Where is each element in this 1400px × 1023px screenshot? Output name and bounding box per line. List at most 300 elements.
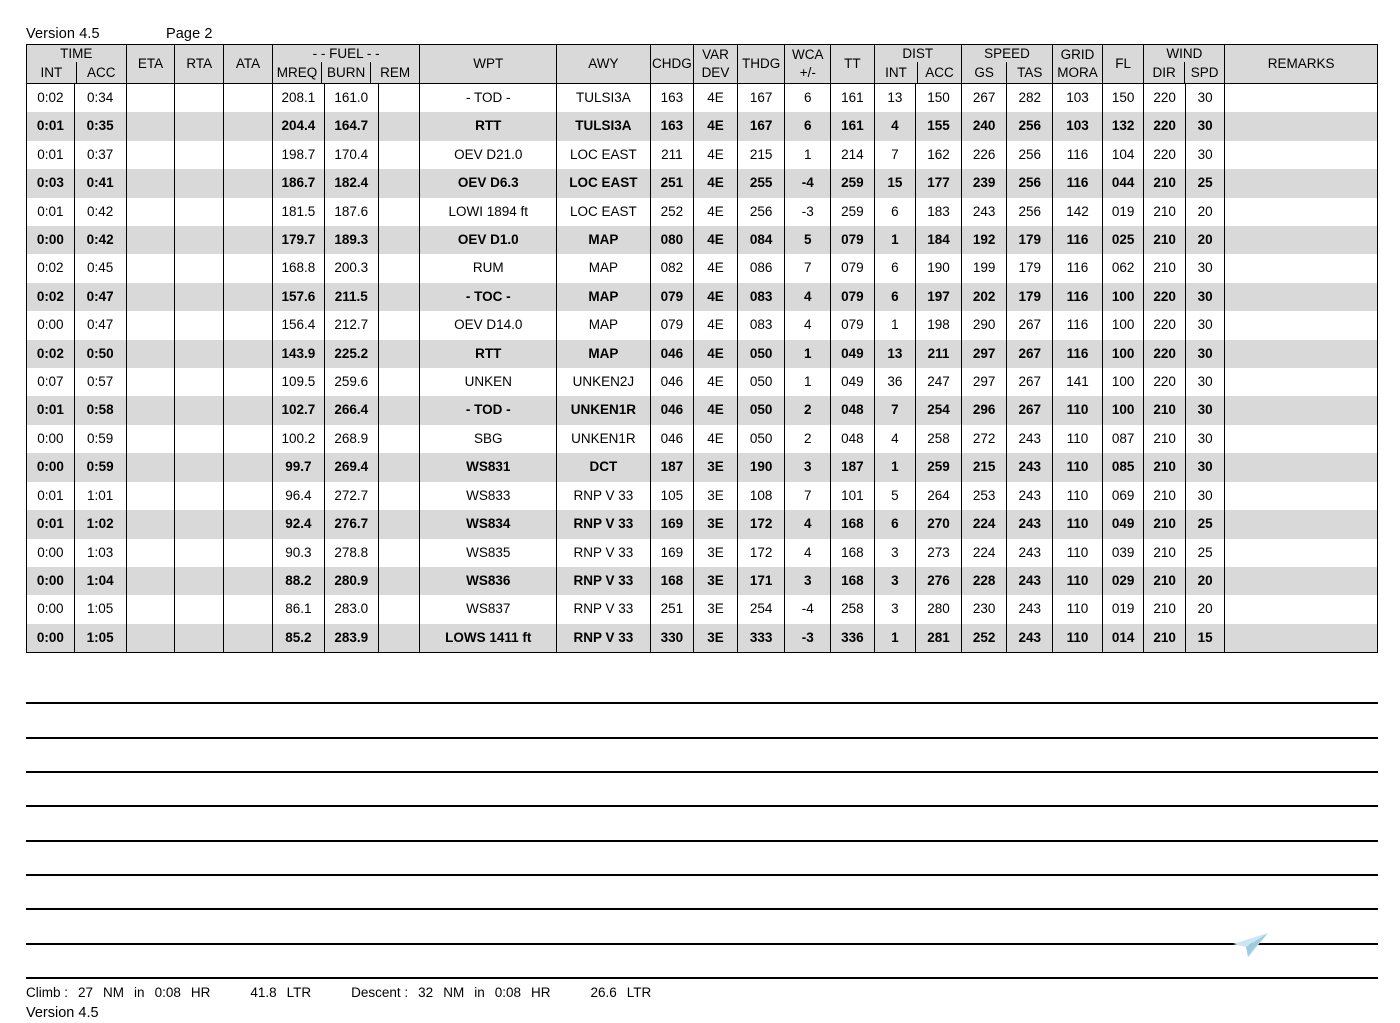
cell-fl: 044: [1102, 169, 1144, 197]
header-var-dev: [694, 45, 738, 84]
cell-wind-dir: 220: [1144, 368, 1186, 396]
cell-tt: 259: [831, 169, 875, 197]
cell-fuel-mreq: 208.1: [272, 84, 324, 113]
header-speed-title: SPEED: [984, 46, 1030, 61]
cell-wind-spd: 30: [1185, 84, 1224, 113]
cell-fuel-rem: [378, 425, 420, 453]
cell-speed-tas: 282: [1007, 84, 1053, 113]
cell-thdg: 050: [737, 425, 785, 453]
cell-speed-gs: 192: [961, 226, 1007, 254]
header-thdg: THDG: [737, 45, 785, 84]
cell-rta: [175, 226, 224, 254]
cell-dist-acc: 276: [916, 567, 962, 595]
header-wca-line1: WCA: [792, 47, 824, 62]
cell-remarks: [1225, 539, 1378, 567]
cell-rta: [175, 396, 224, 424]
cell-ata: [224, 254, 273, 282]
cell-thdg: 084: [737, 226, 785, 254]
cell-wind-spd: 30: [1185, 368, 1224, 396]
cell-chdg: 169: [650, 510, 694, 538]
cell-dist-int: 4: [874, 112, 916, 140]
header-time-title: TIME: [60, 46, 93, 61]
climb-descent-summary: [26, 981, 1378, 1003]
cell-time-acc: 0:50: [74, 340, 126, 368]
cell-wind-dir: 210: [1144, 226, 1186, 254]
note-line[interactable]: [26, 704, 1378, 738]
cell-thdg: 167: [737, 112, 785, 140]
cell-fuel-burn: 187.6: [324, 198, 378, 226]
cell-rta: [175, 283, 224, 311]
cell-wpt: WS835: [420, 539, 557, 567]
descent-time-value: 0:08: [494, 985, 521, 1001]
cell-ata: [224, 539, 273, 567]
cell-grid-mora: 116: [1053, 141, 1103, 169]
cell-eta: [126, 396, 175, 424]
cell-awy: MAP: [557, 283, 650, 311]
cell-var-dev: 3E: [694, 510, 738, 538]
cell-remarks: [1225, 482, 1378, 510]
cell-wca: 7: [785, 254, 831, 282]
cell-grid-mora: 110: [1053, 482, 1103, 510]
note-line[interactable]: [26, 910, 1378, 944]
cell-wca: 2: [785, 396, 831, 424]
cell-time-int: 0:07: [27, 368, 75, 396]
cell-dist-int: 3: [874, 567, 916, 595]
cell-var-dev: 4E: [694, 169, 738, 197]
note-line[interactable]: [26, 773, 1378, 807]
cell-fuel-burn: 259.6: [324, 368, 378, 396]
cell-wind-dir: 210: [1144, 624, 1186, 653]
cell-wind-spd: 25: [1185, 510, 1224, 538]
cell-fuel-burn: 161.0: [324, 84, 378, 113]
cell-dist-int: 15: [874, 169, 916, 197]
cell-dist-int: 36: [874, 368, 916, 396]
cell-var-dev: 4E: [694, 425, 738, 453]
cell-time-acc: 1:04: [74, 567, 126, 595]
cell-awy: MAP: [557, 340, 650, 368]
cell-wind-spd: 30: [1185, 254, 1224, 282]
cell-awy: LOC EAST: [557, 169, 650, 197]
cell-wpt: WS831: [420, 453, 557, 481]
header-eta: ETA: [126, 45, 175, 84]
cell-awy: MAP: [557, 311, 650, 339]
cell-wca: 4: [785, 510, 831, 538]
cell-fuel-mreq: 157.6: [272, 283, 324, 311]
cell-awy: LOC EAST: [557, 198, 650, 226]
cell-wind-dir: 210: [1144, 567, 1186, 595]
cell-grid-mora: 116: [1053, 169, 1103, 197]
cell-speed-gs: 199: [961, 254, 1007, 282]
cell-fl: 100: [1102, 311, 1144, 339]
cell-wpt: OEV D14.0: [420, 311, 557, 339]
cell-eta: [126, 112, 175, 140]
navlog-table: [26, 44, 1378, 653]
cell-rta: [175, 567, 224, 595]
cell-eta: [126, 368, 175, 396]
cell-dist-int: 6: [874, 510, 916, 538]
cell-fuel-burn: 269.4: [324, 453, 378, 481]
cell-fuel-burn: 189.3: [324, 226, 378, 254]
header-wind-dir: DIR: [1152, 65, 1176, 80]
cell-time-acc: 1:05: [74, 595, 126, 623]
cell-fuel-mreq: 85.2: [272, 624, 324, 653]
cell-dist-int: 13: [874, 340, 916, 368]
note-line[interactable]: [26, 842, 1378, 876]
cell-speed-tas: 267: [1007, 311, 1053, 339]
cell-dist-int: 6: [874, 283, 916, 311]
cell-fuel-rem: [378, 396, 420, 424]
cell-fuel-rem: [378, 510, 420, 538]
cell-wind-spd: 30: [1185, 453, 1224, 481]
cell-time-int: 0:02: [27, 340, 75, 368]
cell-ata: [224, 396, 273, 424]
cell-chdg: 169: [650, 539, 694, 567]
cell-ata: [224, 141, 273, 169]
cell-fuel-mreq: 90.3: [272, 539, 324, 567]
cell-remarks: [1225, 595, 1378, 623]
cell-eta: [126, 283, 175, 311]
cell-fl: 132: [1102, 112, 1144, 140]
cell-time-acc: 0:58: [74, 396, 126, 424]
cell-wpt: WS833: [420, 482, 557, 510]
cell-grid-mora: 116: [1053, 254, 1103, 282]
table-row: [27, 510, 1378, 538]
cell-wind-dir: 210: [1144, 198, 1186, 226]
cell-speed-gs: 252: [961, 624, 1007, 653]
cell-chdg: 046: [650, 425, 694, 453]
cell-time-acc: 0:57: [74, 368, 126, 396]
cell-remarks: [1225, 368, 1378, 396]
cell-wpt: RUM: [420, 254, 557, 282]
cell-rta: [175, 453, 224, 481]
cell-remarks: [1225, 340, 1378, 368]
cell-grid-mora: 116: [1053, 311, 1103, 339]
cell-wpt: OEV D6.3: [420, 169, 557, 197]
cell-speed-tas: 179: [1007, 283, 1053, 311]
cell-speed-gs: 239: [961, 169, 1007, 197]
cell-fuel-rem: [378, 340, 420, 368]
cell-dist-acc: 184: [916, 226, 962, 254]
cell-fuel-burn: 278.8: [324, 539, 378, 567]
cell-wca: 1: [785, 368, 831, 396]
cell-tt: 168: [831, 567, 875, 595]
header-var-line1: VAR: [702, 47, 729, 62]
cell-grid-mora: 110: [1053, 567, 1103, 595]
cell-fl: 100: [1102, 283, 1144, 311]
cell-wca: 3: [785, 453, 831, 481]
header-wpt: WPT: [420, 45, 557, 84]
cell-thdg: 050: [737, 396, 785, 424]
cell-eta: [126, 226, 175, 254]
descent-in-label: in: [474, 985, 485, 1001]
cell-wpt: SBG: [420, 425, 557, 453]
cell-wind-spd: 30: [1185, 482, 1224, 510]
cell-fl: 019: [1102, 198, 1144, 226]
cell-time-acc: 0:41: [74, 169, 126, 197]
cell-awy: RNP V 33: [557, 624, 650, 653]
cell-grid-mora: 110: [1053, 595, 1103, 623]
cell-rta: [175, 510, 224, 538]
cell-speed-tas: 267: [1007, 368, 1053, 396]
header-group-dist: [874, 45, 961, 84]
cell-awy: LOC EAST: [557, 141, 650, 169]
cell-remarks: [1225, 311, 1378, 339]
note-line[interactable]: [26, 739, 1378, 773]
header-awy: AWY: [557, 45, 650, 84]
cell-var-dev: 3E: [694, 567, 738, 595]
cell-speed-tas: 256: [1007, 141, 1053, 169]
cell-tt: 214: [831, 141, 875, 169]
cell-wca: 1: [785, 340, 831, 368]
cell-dist-int: 6: [874, 254, 916, 282]
table-row: [27, 595, 1378, 623]
cell-ata: [224, 84, 273, 113]
cell-ata: [224, 169, 273, 197]
cell-fuel-burn: 272.7: [324, 482, 378, 510]
climb-label: Climb :: [26, 985, 69, 1001]
cell-time-int: 0:00: [27, 567, 75, 595]
cell-fuel-rem: [378, 141, 420, 169]
cell-fuel-mreq: 102.7: [272, 396, 324, 424]
cell-thdg: 256: [737, 198, 785, 226]
cell-remarks: [1225, 624, 1378, 653]
cell-wind-dir: 220: [1144, 112, 1186, 140]
climb-in-label: in: [134, 985, 145, 1001]
cell-dist-acc: 155: [916, 112, 962, 140]
cell-var-dev: 4E: [694, 340, 738, 368]
cell-fuel-mreq: 109.5: [272, 368, 324, 396]
cell-speed-gs: 224: [961, 510, 1007, 538]
cell-grid-mora: 116: [1053, 340, 1103, 368]
cell-wind-dir: 210: [1144, 539, 1186, 567]
cell-fuel-burn: 212.7: [324, 311, 378, 339]
cell-fuel-mreq: 156.4: [272, 311, 324, 339]
cell-fuel-rem: [378, 482, 420, 510]
cell-dist-int: 3: [874, 595, 916, 623]
cell-awy: UNKEN1R: [557, 425, 650, 453]
cell-time-int: 0:00: [27, 226, 75, 254]
cell-awy: RNP V 33: [557, 567, 650, 595]
cell-fuel-mreq: 198.7: [272, 141, 324, 169]
cell-time-acc: 1:02: [74, 510, 126, 538]
cell-grid-mora: 103: [1053, 112, 1103, 140]
cell-fl: 100: [1102, 368, 1144, 396]
paper-plane-icon: [1230, 930, 1270, 960]
cell-speed-tas: 243: [1007, 539, 1053, 567]
cell-fl: 087: [1102, 425, 1144, 453]
cell-time-acc: 0:42: [74, 198, 126, 226]
cell-eta: [126, 340, 175, 368]
cell-speed-tas: 256: [1007, 112, 1053, 140]
cell-thdg: 050: [737, 340, 785, 368]
cell-ata: [224, 567, 273, 595]
cell-var-dev: 4E: [694, 311, 738, 339]
cell-tt: 049: [831, 368, 875, 396]
cell-chdg: 251: [650, 595, 694, 623]
header-fl: FL: [1102, 45, 1144, 84]
cell-fuel-rem: [378, 311, 420, 339]
cell-dist-acc: 273: [916, 539, 962, 567]
cell-wpt: WS834: [420, 510, 557, 538]
note-line[interactable]: [26, 807, 1378, 841]
cell-chdg: 046: [650, 368, 694, 396]
cell-dist-acc: 281: [916, 624, 962, 653]
cell-chdg: 251: [650, 169, 694, 197]
cell-ata: [224, 453, 273, 481]
cell-tt: 258: [831, 595, 875, 623]
cell-fuel-burn: 266.4: [324, 396, 378, 424]
cell-time-acc: 1:01: [74, 482, 126, 510]
climb-fuel-unit: LTR: [286, 985, 312, 1001]
cell-wind-spd: 30: [1185, 141, 1224, 169]
cell-dist-acc: 270: [916, 510, 962, 538]
cell-dist-int: 1: [874, 226, 916, 254]
cell-time-int: 0:01: [27, 482, 75, 510]
cell-fuel-mreq: 99.7: [272, 453, 324, 481]
cell-chdg: 211: [650, 141, 694, 169]
cell-speed-gs: 202: [961, 283, 1007, 311]
cell-wind-spd: 30: [1185, 340, 1224, 368]
cell-tt: 168: [831, 510, 875, 538]
cell-speed-gs: 230: [961, 595, 1007, 623]
cell-rta: [175, 141, 224, 169]
cell-eta: [126, 624, 175, 653]
cell-fuel-rem: [378, 112, 420, 140]
cell-wpt: OEV D1.0: [420, 226, 557, 254]
footer: [26, 981, 1378, 1023]
cell-eta: [126, 84, 175, 113]
cell-var-dev: 4E: [694, 254, 738, 282]
cell-time-acc: 0:35: [74, 112, 126, 140]
cell-thdg: 171: [737, 567, 785, 595]
cell-chdg: 079: [650, 311, 694, 339]
cell-fl: 104: [1102, 141, 1144, 169]
cell-fuel-rem: [378, 254, 420, 282]
cell-wpt: - TOC -: [420, 283, 557, 311]
navlog-header-row: [27, 45, 1378, 84]
cell-dist-int: 6: [874, 198, 916, 226]
table-row: [27, 368, 1378, 396]
page-meta-line: [26, 22, 1378, 42]
cell-speed-gs: 290: [961, 311, 1007, 339]
table-row: [27, 311, 1378, 339]
cell-wca: 1: [785, 141, 831, 169]
cell-awy: MAP: [557, 254, 650, 282]
table-row: [27, 539, 1378, 567]
cell-time-acc: 0:34: [74, 84, 126, 113]
cell-eta: [126, 510, 175, 538]
cell-dist-acc: 183: [916, 198, 962, 226]
cell-speed-tas: 243: [1007, 567, 1053, 595]
climb-time-unit: HR: [190, 985, 211, 1001]
cell-tt: 079: [831, 311, 875, 339]
cell-thdg: 172: [737, 510, 785, 538]
cell-remarks: [1225, 84, 1378, 113]
table-row: [27, 198, 1378, 226]
header-grid-mora: [1053, 45, 1103, 84]
cell-thdg: 215: [737, 141, 785, 169]
cell-chdg: 163: [650, 84, 694, 113]
cell-dist-int: 1: [874, 624, 916, 653]
descent-fuel-value: 26.6: [590, 985, 617, 1001]
cell-wind-dir: 210: [1144, 254, 1186, 282]
cell-speed-gs: 253: [961, 482, 1007, 510]
table-row: [27, 425, 1378, 453]
header-speed-tas: TAS: [1006, 62, 1052, 83]
cell-speed-tas: 267: [1007, 340, 1053, 368]
cell-eta: [126, 567, 175, 595]
header-group-time: [27, 45, 127, 84]
cell-awy: RNP V 33: [557, 595, 650, 623]
cell-grid-mora: 116: [1053, 283, 1103, 311]
cell-tt: 259: [831, 198, 875, 226]
table-row: [27, 624, 1378, 653]
cell-remarks: [1225, 169, 1378, 197]
descent-fuel-unit: LTR: [626, 985, 652, 1001]
cell-time-acc: 0:37: [74, 141, 126, 169]
cell-fuel-mreq: 179.7: [272, 226, 324, 254]
cell-dist-int: 13: [874, 84, 916, 113]
cell-dist-int: 1: [874, 311, 916, 339]
note-line[interactable]: [26, 876, 1378, 910]
cell-time-int: 0:00: [27, 453, 75, 481]
note-line[interactable]: [26, 670, 1378, 704]
cell-fuel-burn: 164.7: [324, 112, 378, 140]
cell-time-acc: 0:45: [74, 254, 126, 282]
cell-thdg: 108: [737, 482, 785, 510]
cell-wpt: LOWS 1411 ft: [420, 624, 557, 653]
cell-wind-dir: 210: [1144, 453, 1186, 481]
cell-remarks: [1225, 510, 1378, 538]
cell-rta: [175, 340, 224, 368]
cell-wca: -4: [785, 595, 831, 623]
cell-thdg: 050: [737, 368, 785, 396]
cell-fl: 029: [1102, 567, 1144, 595]
cell-thdg: 255: [737, 169, 785, 197]
cell-dist-acc: 254: [916, 396, 962, 424]
cell-fuel-rem: [378, 595, 420, 623]
cell-ata: [224, 425, 273, 453]
header-speed-gs: GS: [974, 65, 994, 80]
cell-eta: [126, 169, 175, 197]
table-row: [27, 283, 1378, 311]
cell-wpt: RTT: [420, 112, 557, 140]
cell-eta: [126, 595, 175, 623]
cell-fuel-burn: 268.9: [324, 425, 378, 453]
cell-speed-gs: 272: [961, 425, 1007, 453]
cell-time-acc: 1:05: [74, 624, 126, 653]
cell-thdg: 254: [737, 595, 785, 623]
note-line[interactable]: [26, 945, 1378, 979]
header-fuel-rem: REM: [370, 62, 419, 83]
cell-tt: 049: [831, 340, 875, 368]
cell-wind-dir: 210: [1144, 396, 1186, 424]
version-label: Version 4.5: [26, 26, 100, 42]
navlog-body: [27, 84, 1378, 653]
cell-chdg: 105: [650, 482, 694, 510]
cell-ata: [224, 283, 273, 311]
cell-fuel-mreq: 204.4: [272, 112, 324, 140]
cell-chdg: 046: [650, 340, 694, 368]
cell-speed-gs: 243: [961, 198, 1007, 226]
cell-remarks: [1225, 283, 1378, 311]
cell-awy: MAP: [557, 226, 650, 254]
cell-tt: 048: [831, 396, 875, 424]
descent-time-unit: HR: [531, 985, 551, 1001]
header-group-wind: [1144, 45, 1225, 84]
header-fuel-title: - - FUEL - -: [312, 46, 380, 61]
cell-dist-int: 4: [874, 425, 916, 453]
